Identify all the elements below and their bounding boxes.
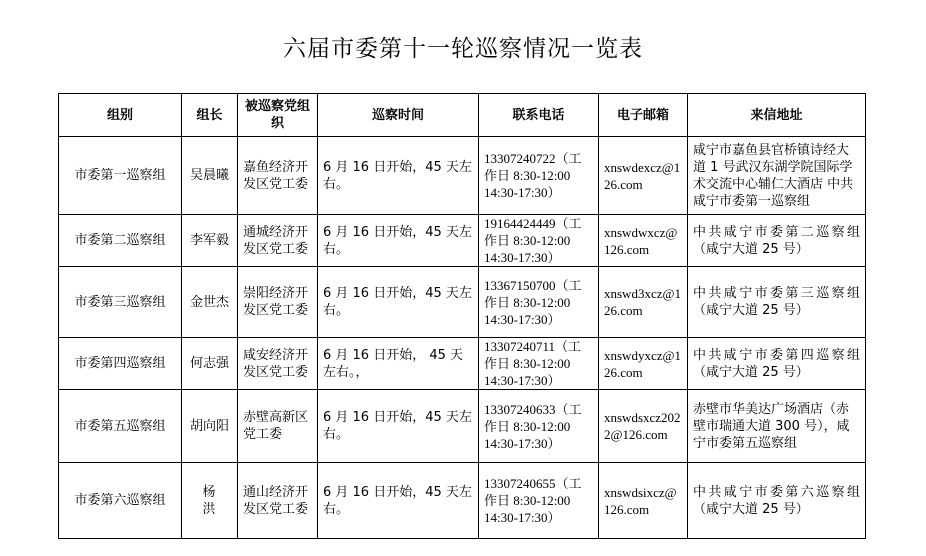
cell-address: 中共咸宁市委第六巡察组（咸宁大道 25 号） — [688, 463, 866, 539]
cell-time: 6 月 16 日开始，45 天左右。 — [318, 463, 479, 539]
table-header-row — [59, 94, 866, 137]
cell-group: 市委第三巡察组 — [59, 267, 182, 338]
cell-email: xnswdsxcz2022@126.com — [599, 390, 688, 463]
table-row — [59, 137, 866, 215]
cell-leader: 李军毅 — [182, 215, 238, 267]
header-address: 来信地址 — [688, 94, 866, 137]
cell-email: xnswd3xcz@126.com — [599, 267, 688, 338]
cell-address: 中共咸宁市委第二巡察组（咸宁大道 25 号） — [688, 215, 866, 267]
header-email: 电子邮箱 — [599, 94, 688, 137]
header-unit: 被巡察党组织 — [238, 94, 318, 137]
cell-email: xnswdwxcz@126.com — [599, 215, 688, 267]
cell-leader: 金世杰 — [182, 267, 238, 338]
header-group: 组别 — [59, 94, 182, 137]
cell-leader: 吴晨曦 — [182, 137, 238, 215]
cell-unit: 咸安经济开发区党工委 — [238, 338, 318, 390]
table-row — [59, 267, 866, 338]
cell-address: 中共咸宁市委第四巡察组（咸宁大道 25 号） — [688, 338, 866, 390]
cell-group: 市委第四巡察组 — [59, 338, 182, 390]
cell-phone: 13307240633（工作日 8:30-12:00 14:30-17:30） — [479, 390, 599, 463]
cell-email: xnswdsixcz@126.com — [599, 463, 688, 539]
cell-time: 6 月 16 日开始， 45 天左右。， — [318, 338, 479, 390]
cell-email: xnswdexcz@126.com — [599, 137, 688, 215]
cell-phone: 13367150700（工作日 8:30-12:00 14:30-17:30） — [479, 267, 599, 338]
cell-unit: 嘉鱼经济开发区党工委 — [238, 137, 318, 215]
cell-unit: 赤壁高新区党工委 — [238, 390, 318, 463]
header-time: 巡察时间 — [318, 94, 479, 137]
cell-time: 6 月 16 日开始，45 天左右。 — [318, 137, 479, 215]
cell-group: 市委第六巡察组 — [59, 463, 182, 539]
cell-time: 6 月 16 日开始，45 天左右。 — [318, 267, 479, 338]
table-row — [59, 215, 866, 267]
cell-address: 赤壁市华美达广场酒店（赤壁市瑞通大道 300 号），咸宁市委第五巡察组 — [688, 390, 866, 463]
cell-phone: 19164424449（工作日 8:30-12:00 14:30-17:30） — [479, 215, 599, 267]
cell-leader: 胡向阳 — [182, 390, 238, 463]
cell-time: 6 月 16 日开始，45 天左右。 — [318, 215, 479, 267]
cell-phone: 13307240711（工作日 8:30-12:00 14:30-17:30） — [479, 338, 599, 390]
header-phone: 联系电话 — [479, 94, 599, 137]
cell-address: 咸宁市嘉鱼县官桥镇诗经大道 1 号武汉东湖学院国际学术交流中心辅仁大酒店 中共咸宁市委第一巡察组 — [688, 137, 866, 215]
cell-group: 市委第二巡察组 — [59, 215, 182, 267]
cell-leader: 杨洪 — [182, 463, 238, 539]
cell-time: 6 月 16 日开始，45 天左右。 — [318, 390, 479, 463]
cell-unit: 崇阳经济开发区党工委 — [238, 267, 318, 338]
cell-phone: 13307240655（工作日 8:30-12:00 14:30-17:30） — [479, 463, 599, 539]
cell-address: 中共咸宁市委第三巡察组（咸宁大道 25 号） — [688, 267, 866, 338]
table-row — [59, 338, 866, 390]
cell-phone: 13307240722（工作日 8:30-12:00 14:30-17:30） — [479, 137, 599, 215]
inspection-table — [58, 93, 866, 539]
header-leader: 组长 — [182, 94, 238, 137]
cell-unit: 通山经济开发区党工委 — [238, 463, 318, 539]
cell-leader: 何志强 — [182, 338, 238, 390]
cell-unit: 通城经济开发区党工委 — [238, 215, 318, 267]
cell-group: 市委第一巡察组 — [59, 137, 182, 215]
page-title: 六届市委第十一轮巡察情况一览表 — [283, 36, 643, 62]
cell-email: xnswdyxcz@126.com — [599, 338, 688, 390]
cell-group: 市委第五巡察组 — [59, 390, 182, 463]
table-row — [59, 390, 866, 463]
table-row — [59, 463, 866, 539]
